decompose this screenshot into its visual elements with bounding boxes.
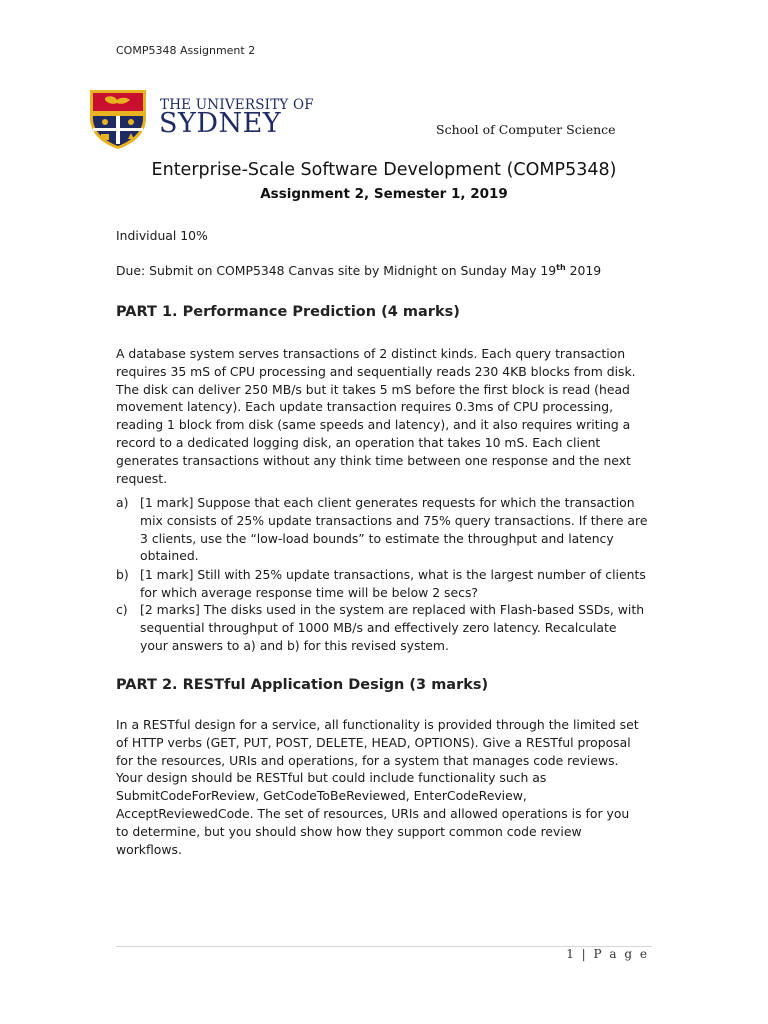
question-label: c)	[116, 602, 128, 617]
university-name-line2: SYDNEY	[159, 108, 282, 139]
university-crest-icon	[87, 88, 149, 150]
due-ordinal: th	[556, 263, 566, 272]
due-text: Due: Submit on COMP5348 Canvas site by Midnight on Sunday May 19	[116, 263, 557, 278]
question-label: b)	[116, 567, 129, 582]
part2-line: of HTTP verbs (GET, PUT, POST, DELETE, HEAD, OPTIONS). Give a RESTful proposal	[116, 734, 631, 750]
running-header: COMP5348 Assignment 2	[116, 44, 256, 57]
part2-line: workflows.	[116, 841, 182, 857]
part1-intro-line: record to a dedicated logging disk, an operation that takes 10 mS. Each client	[116, 434, 601, 450]
university-name-line1: THE UNIVERSITY OF	[160, 97, 314, 113]
part1-intro-line: requires 35 mS of CPU processing and sequentially reads 230 4KB blocks from disk.	[116, 363, 636, 379]
due-date	[116, 263, 601, 278]
question-label: a)	[116, 495, 129, 510]
part2-line: SubmitCodeForReview, GetCodeToBeReviewed, EnterCodeReview,	[116, 788, 527, 804]
question-line: for which average response time will be below 2 secs?	[140, 584, 478, 600]
school-name: School of Computer Science	[436, 122, 616, 137]
page-number: 1 | P a g e	[566, 947, 649, 961]
part1-intro-line: A database system serves transactions of 2 distinct kinds. Each query transaction	[116, 346, 626, 361]
question-line: [1 mark] Suppose that each client generates requests for which the transaction	[140, 495, 635, 510]
part2-line: AcceptReviewedCode. The set of resources, URIs and allowed operations is for you	[116, 805, 630, 821]
part2-line: In a RESTful design for a service, all functionality is provided through the limited set	[116, 717, 639, 732]
question-text	[140, 494, 647, 565]
part1-intro-line: movement latency). Each update transaction requires 0.3ms of CPU processing,	[116, 399, 614, 415]
part1-intro-line: reading 1 block from disk (same speeds and latency), and it also requires writing a	[116, 417, 631, 433]
question-text	[140, 566, 646, 602]
due-year: 2019	[565, 263, 602, 278]
part1-intro	[116, 345, 656, 487]
part2-body	[116, 716, 656, 858]
document-subtitle: Assignment 2, Semester 1, 2019	[260, 186, 508, 202]
part2-line: for the resources, URIs and operations, for a system that manages code reviews.	[116, 752, 619, 768]
part1-heading: PART 1. Performance Prediction (4 marks)	[116, 304, 460, 320]
question-text	[140, 601, 644, 654]
part1-intro-line: generates transactions without any think time between one response and the next	[116, 452, 631, 468]
question-line: obtained.	[140, 548, 199, 564]
document-title: Enterprise-Scale Software Development (COMP5348)	[151, 160, 617, 180]
question-line: 3 clients, use the “low-load bounds” to estimate the throughput and latency	[140, 530, 614, 546]
part1-intro-line: The disk can deliver 250 MB/s but it takes 5 mS before the first block is read (head	[116, 381, 630, 397]
part2-heading: PART 2. RESTful Application Design (3 marks)	[116, 677, 489, 693]
part1-intro-line: request.	[116, 470, 168, 486]
part2-line: Your design should be RESTful but could include functionality such as	[116, 770, 547, 786]
question-line: your answers to a) and b) for this revised system.	[140, 637, 449, 653]
question-line: [2 marks] The disks used in the system are replaced with Flash-based SSDs, with	[140, 602, 645, 617]
question-line: sequential throughput of 1000 MB/s and effectively zero latency. Recalculate	[140, 619, 617, 635]
question-line: [1 mark] Still with 25% update transactions, what is the largest number of clients	[140, 567, 646, 582]
question-line: mix consists of 25% update transactions and 75% query transactions. If there are	[140, 512, 648, 528]
part2-line: to determine, but you should show how they support common code review	[116, 823, 582, 839]
individual-weight: Individual 10%	[116, 228, 208, 243]
